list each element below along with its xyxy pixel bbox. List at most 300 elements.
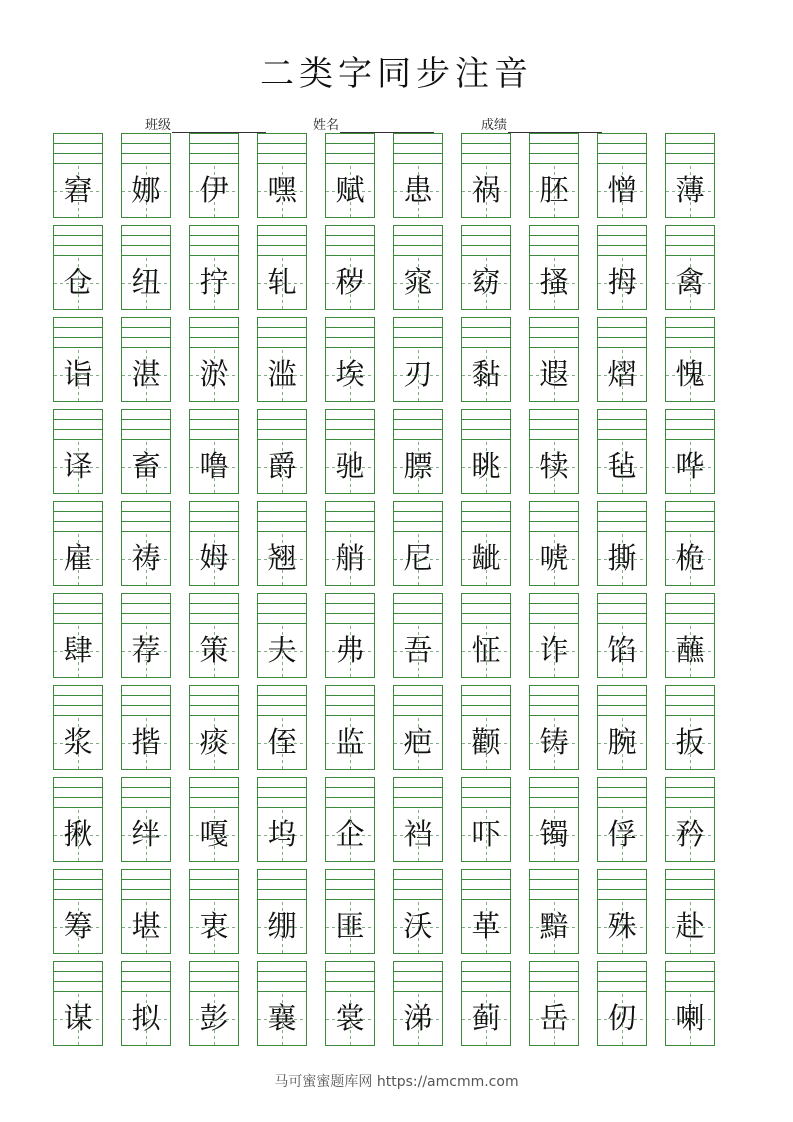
pinyin-writing-lines[interactable] [53,961,103,991]
tian-grid-box [393,715,443,770]
tian-grid-box [257,163,307,218]
hanzi-character: 轧 [267,265,297,299]
pinyin-writing-lines[interactable] [325,869,375,899]
pinyin-writing-lines[interactable] [189,869,239,899]
character-cell [257,685,307,770]
tian-grid-box [461,531,511,586]
tian-grid-box [121,715,171,770]
pinyin-writing-lines[interactable] [257,777,307,807]
character-cell [53,961,103,1046]
character-cell [121,961,171,1046]
pinyin-writing-lines[interactable] [529,225,579,255]
hanzi-character: 嘎 [199,817,229,851]
pinyin-writing-lines[interactable] [597,777,647,807]
tian-grid-box [53,439,103,494]
student-info-row [0,114,793,132]
pinyin-writing-lines[interactable] [529,685,579,715]
hanzi-character: 埃 [335,357,365,391]
hanzi-character: 龇 [471,541,501,575]
character-cell [665,409,715,494]
pinyin-writing-lines[interactable] [393,225,443,255]
hanzi-character: 浆 [63,725,93,759]
tian-grid-box [257,531,307,586]
tian-grid-box [189,807,239,862]
hanzi-character: 撕 [607,541,637,575]
hanzi-character: 涕 [403,1001,433,1035]
character-cell [53,501,103,586]
character-cell [529,317,579,402]
character-cell [597,593,647,678]
character-cell [53,685,103,770]
class-field[interactable] [145,114,266,133]
pinyin-writing-lines[interactable] [529,869,579,899]
tian-grid-box [257,439,307,494]
character-cell [461,869,511,954]
pinyin-writing-lines[interactable] [461,777,511,807]
pinyin-writing-lines[interactable] [257,409,307,439]
hanzi-character: 吾 [403,633,433,667]
tian-grid-box [121,439,171,494]
pinyin-writing-lines[interactable] [597,133,647,163]
tian-grid-box [393,807,443,862]
character-cell [529,225,579,310]
character-cell [189,685,239,770]
hanzi-character: 诈 [539,633,569,667]
tian-grid-box [257,255,307,310]
character-cell [461,409,511,494]
character-cell [189,225,239,310]
pinyin-writing-lines[interactable] [597,501,647,531]
pinyin-writing-lines[interactable] [121,777,171,807]
pinyin-writing-lines[interactable] [597,593,647,623]
tian-grid-box [597,255,647,310]
pinyin-writing-lines[interactable] [393,409,443,439]
tian-grid-box [121,347,171,402]
tian-grid-box [257,347,307,402]
hanzi-character: 嘿 [267,173,297,207]
tian-grid-box [325,347,375,402]
hanzi-character: 熠 [607,357,637,391]
hanzi-character: 驰 [335,449,365,483]
page-title: 二类字同步注音 [260,54,533,94]
hanzi-character: 彭 [199,1001,229,1035]
hanzi-character: 侄 [267,725,297,759]
hanzi-character: 娜 [131,173,161,207]
tian-grid-box [53,715,103,770]
character-cell [461,777,511,862]
tian-grid-box [53,623,103,678]
tian-grid-box [325,715,375,770]
tian-grid-box [461,163,511,218]
tian-grid-box [529,715,579,770]
hanzi-character: 蘸 [675,633,705,667]
pinyin-writing-lines[interactable] [325,961,375,991]
tian-grid-box [597,807,647,862]
pinyin-writing-lines[interactable] [461,593,511,623]
character-cell [189,777,239,862]
hanzi-character: 唬 [539,541,569,575]
character-cell [393,133,443,218]
tian-grid-box [529,347,579,402]
hanzi-character: 筹 [63,909,93,943]
character-cell [665,961,715,1046]
character-cell [461,593,511,678]
character-cell [597,133,647,218]
tian-grid-box [529,255,579,310]
pinyin-writing-lines[interactable] [189,961,239,991]
hanzi-character: 诣 [63,357,93,391]
pinyin-writing-lines[interactable] [121,869,171,899]
character-cell [529,593,579,678]
tian-grid-box [189,163,239,218]
hanzi-character: 秽 [335,265,365,299]
pinyin-writing-lines[interactable] [597,409,647,439]
pinyin-writing-lines[interactable] [665,317,715,347]
character-cell [529,685,579,770]
pinyin-writing-lines[interactable] [597,225,647,255]
pinyin-writing-lines[interactable] [121,225,171,255]
tian-grid-box [529,991,579,1046]
pinyin-writing-lines[interactable] [257,961,307,991]
character-cell [597,685,647,770]
pinyin-writing-lines[interactable] [393,593,443,623]
hanzi-character: 弗 [335,633,365,667]
tian-grid-box [325,163,375,218]
hanzi-character: 憎 [607,173,637,207]
hanzi-character: 赴 [675,909,705,943]
pinyin-writing-lines[interactable] [53,317,103,347]
character-cell [325,593,375,678]
pinyin-writing-lines[interactable] [53,593,103,623]
hanzi-character: 怔 [471,633,501,667]
character-cell [461,961,511,1046]
pinyin-writing-lines[interactable] [529,501,579,531]
tian-grid-box [121,623,171,678]
character-cell [189,501,239,586]
pinyin-writing-lines[interactable] [461,317,511,347]
pinyin-writing-lines[interactable] [189,409,239,439]
pinyin-writing-lines[interactable] [393,685,443,715]
tian-grid-box [257,899,307,954]
character-cell [121,225,171,310]
tian-grid-box [597,899,647,954]
pinyin-writing-lines[interactable] [529,777,579,807]
pinyin-writing-lines[interactable] [257,685,307,715]
character-cell [189,961,239,1046]
tian-grid-box [597,991,647,1046]
character-cell [597,409,647,494]
character-cell [257,317,307,402]
pinyin-writing-lines[interactable] [665,869,715,899]
pinyin-writing-lines[interactable] [393,501,443,531]
hanzi-character: 裆 [403,817,433,851]
pinyin-writing-lines[interactable] [121,501,171,531]
hanzi-character: 沃 [403,909,433,943]
pinyin-writing-lines[interactable] [461,869,511,899]
tian-grid-box [257,623,307,678]
hanzi-character: 夫 [267,633,297,667]
pinyin-writing-lines[interactable] [325,133,375,163]
pinyin-writing-lines[interactable] [529,593,579,623]
character-cell [325,133,375,218]
pinyin-writing-lines[interactable] [53,501,103,531]
tian-grid-box [189,991,239,1046]
hanzi-character: 吓 [471,817,501,851]
hanzi-character: 策 [199,633,229,667]
hanzi-character: 爵 [267,449,297,483]
hanzi-character: 毡 [607,449,637,483]
hanzi-character: 祸 [471,173,501,207]
tian-grid-box [529,899,579,954]
hanzi-character: 颧 [471,725,501,759]
pinyin-writing-lines[interactable] [529,409,579,439]
character-cell [257,777,307,862]
hanzi-character: 襄 [267,1001,297,1035]
pinyin-writing-lines[interactable] [665,501,715,531]
character-cell [53,409,103,494]
pinyin-writing-lines[interactable] [529,317,579,347]
character-cell [393,777,443,862]
character-cell [665,593,715,678]
pinyin-writing-lines[interactable] [189,317,239,347]
tian-grid-box [121,807,171,862]
tian-grid-box [393,899,443,954]
score-blank[interactable] [508,118,602,133]
hanzi-character: 窘 [63,173,93,207]
character-cell [461,133,511,218]
character-cell [461,685,511,770]
pinyin-writing-lines[interactable] [597,317,647,347]
pinyin-writing-lines[interactable] [325,685,375,715]
character-cell [121,777,171,862]
tian-grid-box [529,807,579,862]
pinyin-writing-lines[interactable] [121,317,171,347]
tian-grid-box [53,347,103,402]
character-cell [325,225,375,310]
hanzi-character: 雇 [63,541,93,575]
character-grid [53,133,715,1046]
hanzi-character: 黯 [539,909,569,943]
hanzi-character: 堪 [131,909,161,943]
pinyin-writing-lines[interactable] [325,317,375,347]
character-cell [53,869,103,954]
pinyin-writing-lines[interactable] [325,593,375,623]
character-cell [121,685,171,770]
hanzi-character: 痰 [199,725,229,759]
character-cell [53,225,103,310]
character-cell [325,409,375,494]
character-cell [461,317,511,402]
hanzi-character: 犊 [539,449,569,483]
character-cell [325,685,375,770]
hanzi-character: 噜 [199,449,229,483]
character-cell [257,869,307,954]
pinyin-writing-lines[interactable] [665,685,715,715]
pinyin-writing-lines[interactable] [257,869,307,899]
character-cell [393,501,443,586]
hanzi-character: 监 [335,725,365,759]
pinyin-writing-lines[interactable] [393,777,443,807]
character-cell [529,777,579,862]
pinyin-writing-lines[interactable] [53,133,103,163]
hanzi-character: 匪 [335,909,365,943]
character-cell [257,225,307,310]
pinyin-writing-lines[interactable] [53,777,103,807]
tian-grid-box [121,991,171,1046]
pinyin-writing-lines[interactable] [257,501,307,531]
character-cell [597,225,647,310]
pinyin-writing-lines[interactable] [325,409,375,439]
pinyin-writing-lines[interactable] [189,501,239,531]
character-cell [597,317,647,402]
tian-grid-box [121,255,171,310]
hanzi-character: 扳 [675,725,705,759]
pinyin-writing-lines[interactable] [665,225,715,255]
pinyin-writing-lines[interactable] [189,777,239,807]
pinyin-writing-lines[interactable] [597,685,647,715]
pinyin-writing-lines[interactable] [121,133,171,163]
character-cell [597,961,647,1046]
tian-grid-box [393,255,443,310]
character-cell [257,961,307,1046]
tian-grid-box [461,255,511,310]
hanzi-character: 殊 [607,909,637,943]
pinyin-writing-lines[interactable] [53,685,103,715]
character-cell [325,869,375,954]
score-field[interactable] [481,114,602,133]
hanzi-character: 裳 [335,1001,365,1035]
pinyin-writing-lines[interactable] [665,133,715,163]
tian-grid-box [53,991,103,1046]
pinyin-writing-lines[interactable] [393,869,443,899]
pinyin-writing-lines[interactable] [121,685,171,715]
tian-grid-box [121,899,171,954]
class-blank[interactable] [172,118,266,133]
hanzi-character: 赋 [335,173,365,207]
hanzi-character: 坞 [267,817,297,851]
pinyin-writing-lines[interactable] [461,961,511,991]
character-cell [53,777,103,862]
tian-grid-box [597,715,647,770]
character-cell [665,225,715,310]
pinyin-writing-lines[interactable] [597,961,647,991]
hanzi-character: 腕 [607,725,637,759]
pinyin-writing-lines[interactable] [461,133,511,163]
pinyin-writing-lines[interactable] [121,593,171,623]
pinyin-writing-lines[interactable] [53,869,103,899]
hanzi-character: 衷 [199,909,229,943]
footer-watermark: 马可蜜蜜题库网 https://amcmm.com [274,1074,519,1090]
character-cell [665,685,715,770]
character-cell [529,961,579,1046]
pinyin-writing-lines[interactable] [529,961,579,991]
pinyin-writing-lines[interactable] [597,869,647,899]
pinyin-writing-lines[interactable] [53,409,103,439]
hanzi-character: 桅 [675,541,705,575]
character-cell [393,869,443,954]
pinyin-writing-lines[interactable] [257,225,307,255]
pinyin-writing-lines[interactable] [665,593,715,623]
name-blank[interactable] [340,118,434,133]
pinyin-writing-lines[interactable] [461,225,511,255]
tian-grid-box [189,715,239,770]
hanzi-character: 眺 [471,449,501,483]
pinyin-writing-lines[interactable] [189,133,239,163]
character-cell [53,593,103,678]
pinyin-writing-lines[interactable] [665,777,715,807]
tian-grid-box [257,991,307,1046]
pinyin-writing-lines[interactable] [461,685,511,715]
pinyin-writing-lines[interactable] [393,317,443,347]
pinyin-writing-lines[interactable] [121,961,171,991]
tian-grid-box [461,807,511,862]
tian-grid-box [529,531,579,586]
hanzi-character: 拟 [131,1001,161,1035]
score-label: 成绩 [481,118,508,133]
pinyin-writing-lines[interactable] [665,409,715,439]
hanzi-character: 愧 [675,357,705,391]
pinyin-writing-lines[interactable] [189,225,239,255]
pinyin-writing-lines[interactable] [325,225,375,255]
tian-grid-box [189,439,239,494]
pinyin-writing-lines[interactable] [257,593,307,623]
character-cell [393,685,443,770]
hanzi-character: 尼 [403,541,433,575]
pinyin-writing-lines[interactable] [189,593,239,623]
pinyin-writing-lines[interactable] [461,409,511,439]
pinyin-writing-lines[interactable] [121,409,171,439]
pinyin-writing-lines[interactable] [325,501,375,531]
pinyin-writing-lines[interactable] [257,133,307,163]
tian-grid-box [461,715,511,770]
tian-grid-box [665,899,715,954]
hanzi-character: 哗 [675,449,705,483]
pinyin-writing-lines[interactable] [393,961,443,991]
character-cell [597,777,647,862]
tian-grid-box [529,439,579,494]
tian-grid-box [393,623,443,678]
pinyin-writing-lines[interactable] [325,777,375,807]
hanzi-character: 仞 [607,1001,637,1035]
character-cell [461,225,511,310]
tian-grid-box [393,531,443,586]
character-cell [325,961,375,1046]
tian-grid-box [325,899,375,954]
hanzi-character: 刃 [403,357,433,391]
tian-grid-box [53,807,103,862]
character-cell [665,133,715,218]
pinyin-writing-lines[interactable] [393,133,443,163]
hanzi-character: 薄 [675,173,705,207]
hanzi-character: 揩 [131,725,161,759]
pinyin-writing-lines[interactable] [529,133,579,163]
pinyin-writing-lines[interactable] [461,501,511,531]
pinyin-writing-lines[interactable] [665,961,715,991]
hanzi-character: 馅 [607,633,637,667]
character-cell [393,317,443,402]
tian-grid-box [325,991,375,1046]
character-cell [325,777,375,862]
pinyin-writing-lines[interactable] [189,685,239,715]
hanzi-character: 铸 [539,725,569,759]
pinyin-writing-lines[interactable] [53,225,103,255]
tian-grid-box [393,991,443,1046]
name-field[interactable] [313,114,434,133]
tian-grid-box [393,163,443,218]
character-cell [461,501,511,586]
pinyin-writing-lines[interactable] [257,317,307,347]
character-cell [121,501,171,586]
